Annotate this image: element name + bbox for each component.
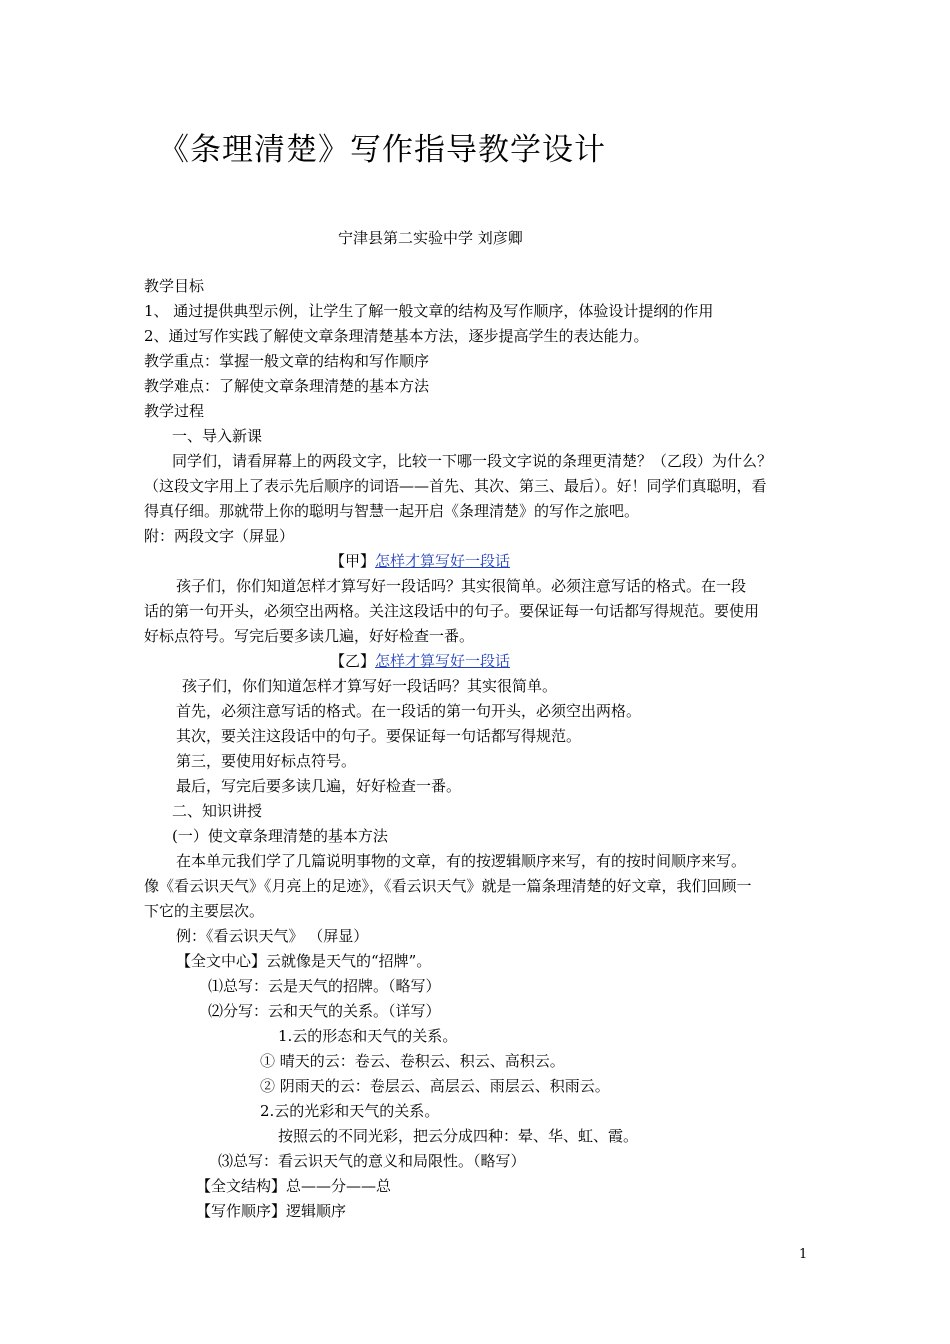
text-line: 教学过程 [144, 402, 205, 420]
text-line: 教学难点：了解使文章条理清楚的基本方法 [144, 377, 430, 395]
text-line: 1.云的形态和天气的关系。 [278, 1027, 458, 1045]
text-line: 下它的主要层次。 [144, 902, 265, 920]
text-line: 【写作顺序】逻辑顺序 [196, 1202, 347, 1220]
text-line: 教学重点：掌握一般文章的结构和写作顺序 [144, 352, 430, 370]
page-number: 1 [799, 1247, 808, 1262]
page-title: 《条理清楚》写作指导教学设计 [158, 132, 606, 168]
text-line: 像《看云识天气》《月亮上的足迹》，《看云识天气》就是一篇条理清楚的好文章，我们回顾一 [144, 877, 752, 895]
text-line: 话的第一句开头，必须空出两格。关注这段话中的句子。要保证每一句话都写得规范。要使用 [144, 602, 760, 620]
text-line: ⑵分写：云和天气的关系。（详写） [208, 1002, 441, 1020]
text-line: 同学们，请看屏幕上的两段文字，比较一下哪一段文字说的条理更清楚？（乙段）为什么？ [172, 452, 773, 470]
yi-link[interactable]: 怎样才算写好一段话 [375, 652, 511, 670]
jia-tag: 【甲】 [330, 552, 376, 570]
text-line: 最后，写完后要多读几遍，好好检查一番。 [176, 777, 462, 795]
yi-tag: 【乙】 [330, 652, 376, 670]
text-line: 附：两段文字（屏显） [144, 527, 295, 545]
text-line: 其次，要关注这段话中的句子。要保证每一句话都写得规范。 [176, 727, 582, 745]
text-line: 好标点符号。写完后要多读几遍，好好检查一番。 [144, 627, 475, 645]
text-line: 教学目标 [144, 277, 205, 295]
text-line: 在本单元我们学了几篇说明事物的文章，有的按逻辑顺序来写，有的按时间顺序来写。 [176, 852, 747, 870]
text-line: 二、知识讲授 [172, 802, 263, 820]
text-line: 【全文结构】总——分——总 [196, 1177, 392, 1195]
text-line: 2.云的光彩和天气的关系。 [260, 1102, 440, 1120]
text-line: (一）使文章条理清楚的基本方法 [172, 827, 388, 845]
text-line: 一、导入新课 [172, 427, 263, 445]
text-line: （这段文字用上了表示先后顺序的词语——首先、其次、第三、最后）。好！同学们真聪明，看 [144, 477, 767, 495]
jia-link[interactable]: 怎样才算写好一段话 [375, 552, 511, 570]
author-line: 宁津县第二实验中学 刘彦卿 [338, 229, 523, 247]
text-line: 孩子们，你们知道怎样才算写好一段话吗？其实很简单。必须注意写话的格式。在一段 [176, 577, 747, 595]
heading-jia [330, 551, 510, 571]
text-line: ⑴总写：云是天气的招牌。（略写） [208, 977, 441, 995]
text-line: 例：《看云识天气》 （屏显） [176, 927, 369, 945]
text-line: 首先，必须注意写话的格式。在一段话的第一句开头，必须空出两格。 [176, 702, 642, 720]
text-line: ⑶总写：看云识天气的意义和局限性。（略写） [218, 1152, 526, 1170]
text-line: 得真仔细。那就带上你的聪明与智慧一起开启《条理清楚》的写作之旅吧。 [144, 502, 640, 520]
text-line: 【全文中心】云就像是天气的“招牌”。 [176, 952, 432, 970]
text-line: 按照云的不同光彩，把云分成四种：晕、华、虹、霞。 [278, 1127, 639, 1145]
text-line: 1、 通过提供典型示例，让学生了解一般文章的结构及写作顺序，体验设计提纲的作用 [144, 302, 714, 320]
text-line: 2、通过写作实践了解使文章条理清楚基本方法，逐步提高学生的表达能力。 [144, 327, 649, 345]
heading-yi [330, 651, 510, 671]
text-line: 孩子们，你们知道怎样才算写好一段话吗？其实很简单。 [182, 677, 558, 695]
text-line: ① 晴天的云：卷云、卷积云、积云、高积云。 [260, 1052, 565, 1070]
text-line: 第三，要使用好标点符号。 [176, 752, 357, 770]
text-line: ② 阴雨天的云：卷层云、高层云、雨层云、积雨云。 [260, 1077, 610, 1095]
